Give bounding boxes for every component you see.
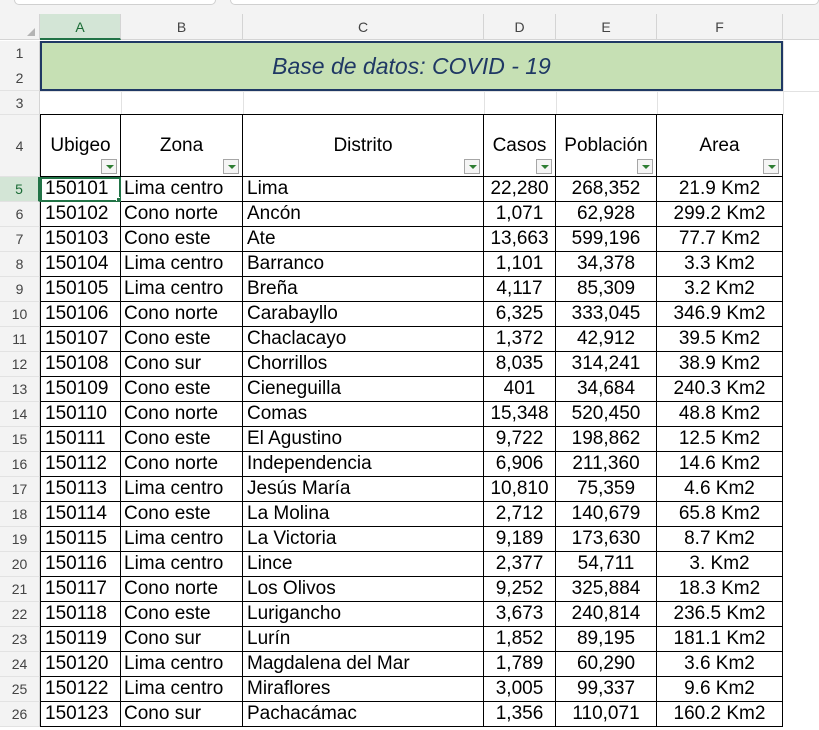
cell-ubigeo[interactable]: 150101 [40, 177, 121, 202]
row-header[interactable]: 23 [0, 627, 40, 652]
cell-poblacion[interactable]: 89,195 [556, 627, 657, 652]
cell-poblacion[interactable]: 314,241 [556, 352, 657, 377]
cell-casos[interactable]: 15,348 [484, 402, 556, 427]
cell-casos[interactable]: 1,852 [484, 627, 556, 652]
header-casos-label: Casos [492, 135, 547, 156]
cell-poblacion[interactable]: 60,290 [556, 652, 657, 677]
cell-area[interactable]: 236.5 Km2 [657, 602, 783, 627]
cell-poblacion[interactable]: 240,814 [556, 602, 657, 627]
header-zona[interactable] [121, 115, 243, 177]
cell-casos[interactable]: 1,071 [484, 202, 556, 227]
cell-area[interactable]: 4.6 Km2 [657, 477, 783, 502]
cell-ubigeo[interactable]: 150123 [40, 702, 121, 727]
cell-zona[interactable]: Cono este [121, 602, 243, 627]
cell-zona[interactable]: Cono este [121, 377, 243, 402]
cell-area[interactable]: 8.7 Km2 [657, 527, 783, 552]
column-header-bar [0, 14, 819, 40]
cell-casos[interactable]: 1,789 [484, 652, 556, 677]
filter-dropdown-icon[interactable] [223, 159, 239, 174]
cell-zona[interactable]: Cono norte [121, 577, 243, 602]
cell-ubigeo[interactable]: 150120 [40, 652, 121, 677]
formula-input[interactable] [230, 0, 819, 5]
cell-distrito[interactable]: Independencia [243, 452, 484, 477]
cell-casos[interactable]: 1,372 [484, 327, 556, 352]
cell-distrito[interactable]: Carabayllo [243, 302, 484, 327]
row-header[interactable]: 24 [0, 652, 40, 677]
cell-area[interactable]: 12.5 Km2 [657, 427, 783, 452]
cell-zona[interactable]: Cono norte [121, 202, 243, 227]
cell-poblacion[interactable]: 54,711 [556, 552, 657, 577]
cell-casos[interactable]: 22,280 [484, 177, 556, 202]
cell-distrito[interactable]: La Molina [243, 502, 484, 527]
row-header[interactable]: 17 [0, 477, 40, 502]
header-casos[interactable] [484, 115, 556, 177]
column-header-b[interactable]: B [121, 14, 243, 40]
cell-area[interactable]: 18.3 Km2 [657, 577, 783, 602]
select-all-icon [27, 28, 35, 36]
header-zona-label: Zona [159, 135, 204, 156]
cell-area[interactable]: 65.8 Km2 [657, 502, 783, 527]
cell-zona[interactable]: Cono este [121, 427, 243, 452]
cell-area[interactable]: 160.2 Km2 [657, 702, 783, 727]
cell-area[interactable]: 299.2 Km2 [657, 202, 783, 227]
cell-distrito[interactable]: Barranco [243, 252, 484, 277]
header-ubigeo-label: Ubigeo [50, 135, 111, 156]
gridline [40, 91, 819, 92]
cell-distrito[interactable]: La Victoria [243, 527, 484, 552]
cell-area[interactable]: 9.6 Km2 [657, 677, 783, 702]
header-area-label: Area [699, 135, 740, 156]
row-header-1-2[interactable] [0, 41, 40, 91]
row-header[interactable]: 6 [0, 202, 40, 227]
column-header-d[interactable]: D [484, 14, 556, 40]
row-header-3[interactable]: 3 [0, 91, 40, 115]
cell-poblacion[interactable]: 325,884 [556, 577, 657, 602]
cell-casos[interactable]: 2,377 [484, 552, 556, 577]
cell-ubigeo[interactable]: 150111 [40, 427, 121, 452]
cell-zona[interactable]: Cono este [121, 327, 243, 352]
cell-casos[interactable]: 9,252 [484, 577, 556, 602]
column-header-f[interactable]: F [657, 14, 783, 40]
cell-poblacion[interactable]: 85,309 [556, 277, 657, 302]
cell-zona[interactable]: Lima centro [121, 652, 243, 677]
column-header-e[interactable]: E [556, 14, 657, 40]
row-header[interactable]: 26 [0, 702, 40, 727]
cell-area[interactable]: 3.2 Km2 [657, 277, 783, 302]
row-header-4[interactable]: 4 [0, 115, 40, 177]
cell-distrito[interactable]: Chaclacayo [243, 327, 484, 352]
row-number-2: 2 [15, 69, 24, 86]
cell-area[interactable]: 3.6 Km2 [657, 652, 783, 677]
cell-distrito[interactable]: Jesús María [243, 477, 484, 502]
cell-distrito[interactable]: Cieneguilla [243, 377, 484, 402]
cell-ubigeo[interactable]: 150108 [40, 352, 121, 377]
cell-distrito[interactable]: Lima [243, 177, 484, 202]
cell-zona[interactable]: Lima centro [121, 677, 243, 702]
cell-distrito[interactable]: Chorrillos [243, 352, 484, 377]
cell-ubigeo[interactable]: 150105 [40, 277, 121, 302]
cell-distrito[interactable]: Lince [243, 552, 484, 577]
cell-poblacion[interactable]: 62,928 [556, 202, 657, 227]
cell-casos[interactable]: 401 [484, 377, 556, 402]
cell-poblacion[interactable]: 34,378 [556, 252, 657, 277]
column-header-a[interactable]: A [40, 14, 121, 40]
row-header[interactable]: 11 [0, 327, 40, 352]
row-header[interactable]: 25 [0, 677, 40, 702]
cell-poblacion[interactable]: 599,196 [556, 227, 657, 252]
row-header[interactable]: 19 [0, 527, 40, 552]
cell-distrito[interactable]: Ancón [243, 202, 484, 227]
cell-poblacion[interactable]: 333,045 [556, 302, 657, 327]
sheet-title-banner[interactable]: Base de datos: COVID - 19 [40, 41, 783, 91]
filter-dropdown-icon[interactable] [464, 159, 480, 174]
header-area[interactable] [657, 115, 783, 177]
cell-poblacion[interactable]: 198,862 [556, 427, 657, 452]
cell-zona[interactable]: Cono sur [121, 702, 243, 727]
cell-zona[interactable]: Lima centro [121, 477, 243, 502]
row-header[interactable]: 20 [0, 552, 40, 577]
cell-ubigeo[interactable]: 150106 [40, 302, 121, 327]
cell-poblacion[interactable]: 173,630 [556, 527, 657, 552]
cell-ubigeo[interactable]: 150113 [40, 477, 121, 502]
cell-zona[interactable]: Cono norte [121, 452, 243, 477]
cell-area[interactable]: 181.1 Km2 [657, 627, 783, 652]
cell-zona[interactable]: Cono este [121, 227, 243, 252]
cell-distrito[interactable]: Lurín [243, 627, 484, 652]
row-header[interactable]: 13 [0, 377, 40, 402]
cell-zona[interactable]: Lima centro [121, 527, 243, 552]
cell-zona[interactable]: Cono sur [121, 352, 243, 377]
cell-zona[interactable]: Cono este [121, 502, 243, 527]
header-ubigeo[interactable] [40, 115, 121, 177]
row-header[interactable]: 22 [0, 602, 40, 627]
cell-casos[interactable]: 2,712 [484, 502, 556, 527]
cell-poblacion[interactable]: 110,071 [556, 702, 657, 727]
cell-poblacion[interactable]: 268,352 [556, 177, 657, 202]
row-header[interactable]: 10 [0, 302, 40, 327]
header-distrito-label: Distrito [333, 135, 393, 156]
cell-poblacion[interactable]: 75,359 [556, 477, 657, 502]
column-header-c[interactable]: C [243, 14, 484, 40]
cell-area[interactable]: 240.3 Km2 [657, 377, 783, 402]
cell-distrito[interactable]: Comas [243, 402, 484, 427]
cell-poblacion[interactable]: 42,912 [556, 327, 657, 352]
select-all-corner[interactable] [0, 14, 40, 40]
row-header[interactable]: 9 [0, 277, 40, 302]
cell-area[interactable]: 3.3 Km2 [657, 252, 783, 277]
cell-ubigeo[interactable]: 150103 [40, 227, 121, 252]
row-header[interactable]: 16 [0, 452, 40, 477]
cell-poblacion[interactable]: 99,337 [556, 677, 657, 702]
cell-ubigeo[interactable]: 150116 [40, 552, 121, 577]
row-header[interactable]: 18 [0, 502, 40, 527]
cell-ubigeo[interactable]: 150107 [40, 327, 121, 352]
cell-area[interactable]: 346.9 Km2 [657, 302, 783, 327]
cell-area[interactable]: 3. Km2 [657, 552, 783, 577]
cell-area[interactable]: 38.9 Km2 [657, 352, 783, 377]
cell-ubigeo[interactable]: 150104 [40, 252, 121, 277]
cell-ubigeo[interactable]: 150119 [40, 627, 121, 652]
cell-poblacion[interactable]: 211,360 [556, 452, 657, 477]
cell-casos[interactable]: 1,356 [484, 702, 556, 727]
cell-area[interactable]: 14.6 Km2 [657, 452, 783, 477]
cell-ubigeo[interactable]: 150117 [40, 577, 121, 602]
filter-dropdown-icon[interactable] [637, 159, 653, 174]
gridline [783, 41, 784, 115]
cell-poblacion[interactable]: 140,679 [556, 502, 657, 527]
cell-ubigeo[interactable]: 150110 [40, 402, 121, 427]
row-header[interactable]: 21 [0, 577, 40, 602]
header-poblacion[interactable] [556, 115, 657, 177]
cell-distrito[interactable]: Magdalena del Mar [243, 652, 484, 677]
header-distrito[interactable] [243, 115, 484, 177]
cell-casos[interactable]: 1,101 [484, 252, 556, 277]
cell-distrito[interactable]: Ate [243, 227, 484, 252]
cell-area[interactable]: 39.5 Km2 [657, 327, 783, 352]
cell-ubigeo[interactable]: 150115 [40, 527, 121, 552]
row-header[interactable]: 7 [0, 227, 40, 252]
cell-area[interactable]: 21.9 Km2 [657, 177, 783, 202]
formula-bar-strip [0, 0, 819, 14]
filter-dropdown-icon[interactable] [536, 159, 552, 174]
cell-zona[interactable]: Cono sur [121, 627, 243, 652]
cell-casos[interactable]: 6,325 [484, 302, 556, 327]
filter-dropdown-icon[interactable] [101, 159, 117, 174]
cell-ubigeo[interactable]: 150102 [40, 202, 121, 227]
row-header[interactable]: 12 [0, 352, 40, 377]
cell-distrito[interactable]: El Agustino [243, 427, 484, 452]
cell-casos[interactable]: 3,005 [484, 677, 556, 702]
cell-poblacion[interactable]: 520,450 [556, 402, 657, 427]
cell-casos[interactable]: 3,673 [484, 602, 556, 627]
cell-area[interactable]: 48.8 Km2 [657, 402, 783, 427]
cell-casos[interactable]: 4,117 [484, 277, 556, 302]
cell-ubigeo[interactable]: 150109 [40, 377, 121, 402]
cell-zona[interactable]: Cono norte [121, 302, 243, 327]
row-number-1: 1 [15, 45, 24, 62]
cell-zona[interactable]: Lima centro [121, 277, 243, 302]
cell-zona[interactable]: Cono norte [121, 402, 243, 427]
cell-ubigeo[interactable]: 150112 [40, 452, 121, 477]
cell-casos[interactable]: 10,810 [484, 477, 556, 502]
cell-casos[interactable]: 13,663 [484, 227, 556, 252]
cell-poblacion[interactable]: 34,684 [556, 377, 657, 402]
cell-ubigeo[interactable]: 150122 [40, 677, 121, 702]
cell-area[interactable]: 77.7 Km2 [657, 227, 783, 252]
cell-distrito[interactable]: Lurigancho [243, 602, 484, 627]
cell-ubigeo[interactable]: 150118 [40, 602, 121, 627]
cell-distrito[interactable]: Los Olivos [243, 577, 484, 602]
header-poblacion-label: Población [564, 135, 648, 156]
row-header[interactable]: 8 [0, 252, 40, 277]
cell-casos[interactable]: 8,035 [484, 352, 556, 377]
cell-casos[interactable]: 9,722 [484, 427, 556, 452]
cell-casos[interactable]: 9,189 [484, 527, 556, 552]
cell-casos[interactable]: 6,906 [484, 452, 556, 477]
row-header[interactable]: 5 [0, 177, 40, 202]
name-box[interactable] [14, 0, 216, 5]
cell-distrito[interactable]: Breña [243, 277, 484, 302]
cell-distrito[interactable]: Miraflores [243, 677, 484, 702]
cell-zona[interactable]: Lima centro [121, 252, 243, 277]
filter-dropdown-icon[interactable] [763, 159, 779, 174]
cell-zona[interactable]: Lima centro [121, 177, 243, 202]
row-header[interactable]: 14 [0, 402, 40, 427]
row-header[interactable]: 15 [0, 427, 40, 452]
cell-ubigeo[interactable]: 150114 [40, 502, 121, 527]
cell-distrito[interactable]: Pachacámac [243, 702, 484, 727]
cell-zona[interactable]: Lima centro [121, 552, 243, 577]
